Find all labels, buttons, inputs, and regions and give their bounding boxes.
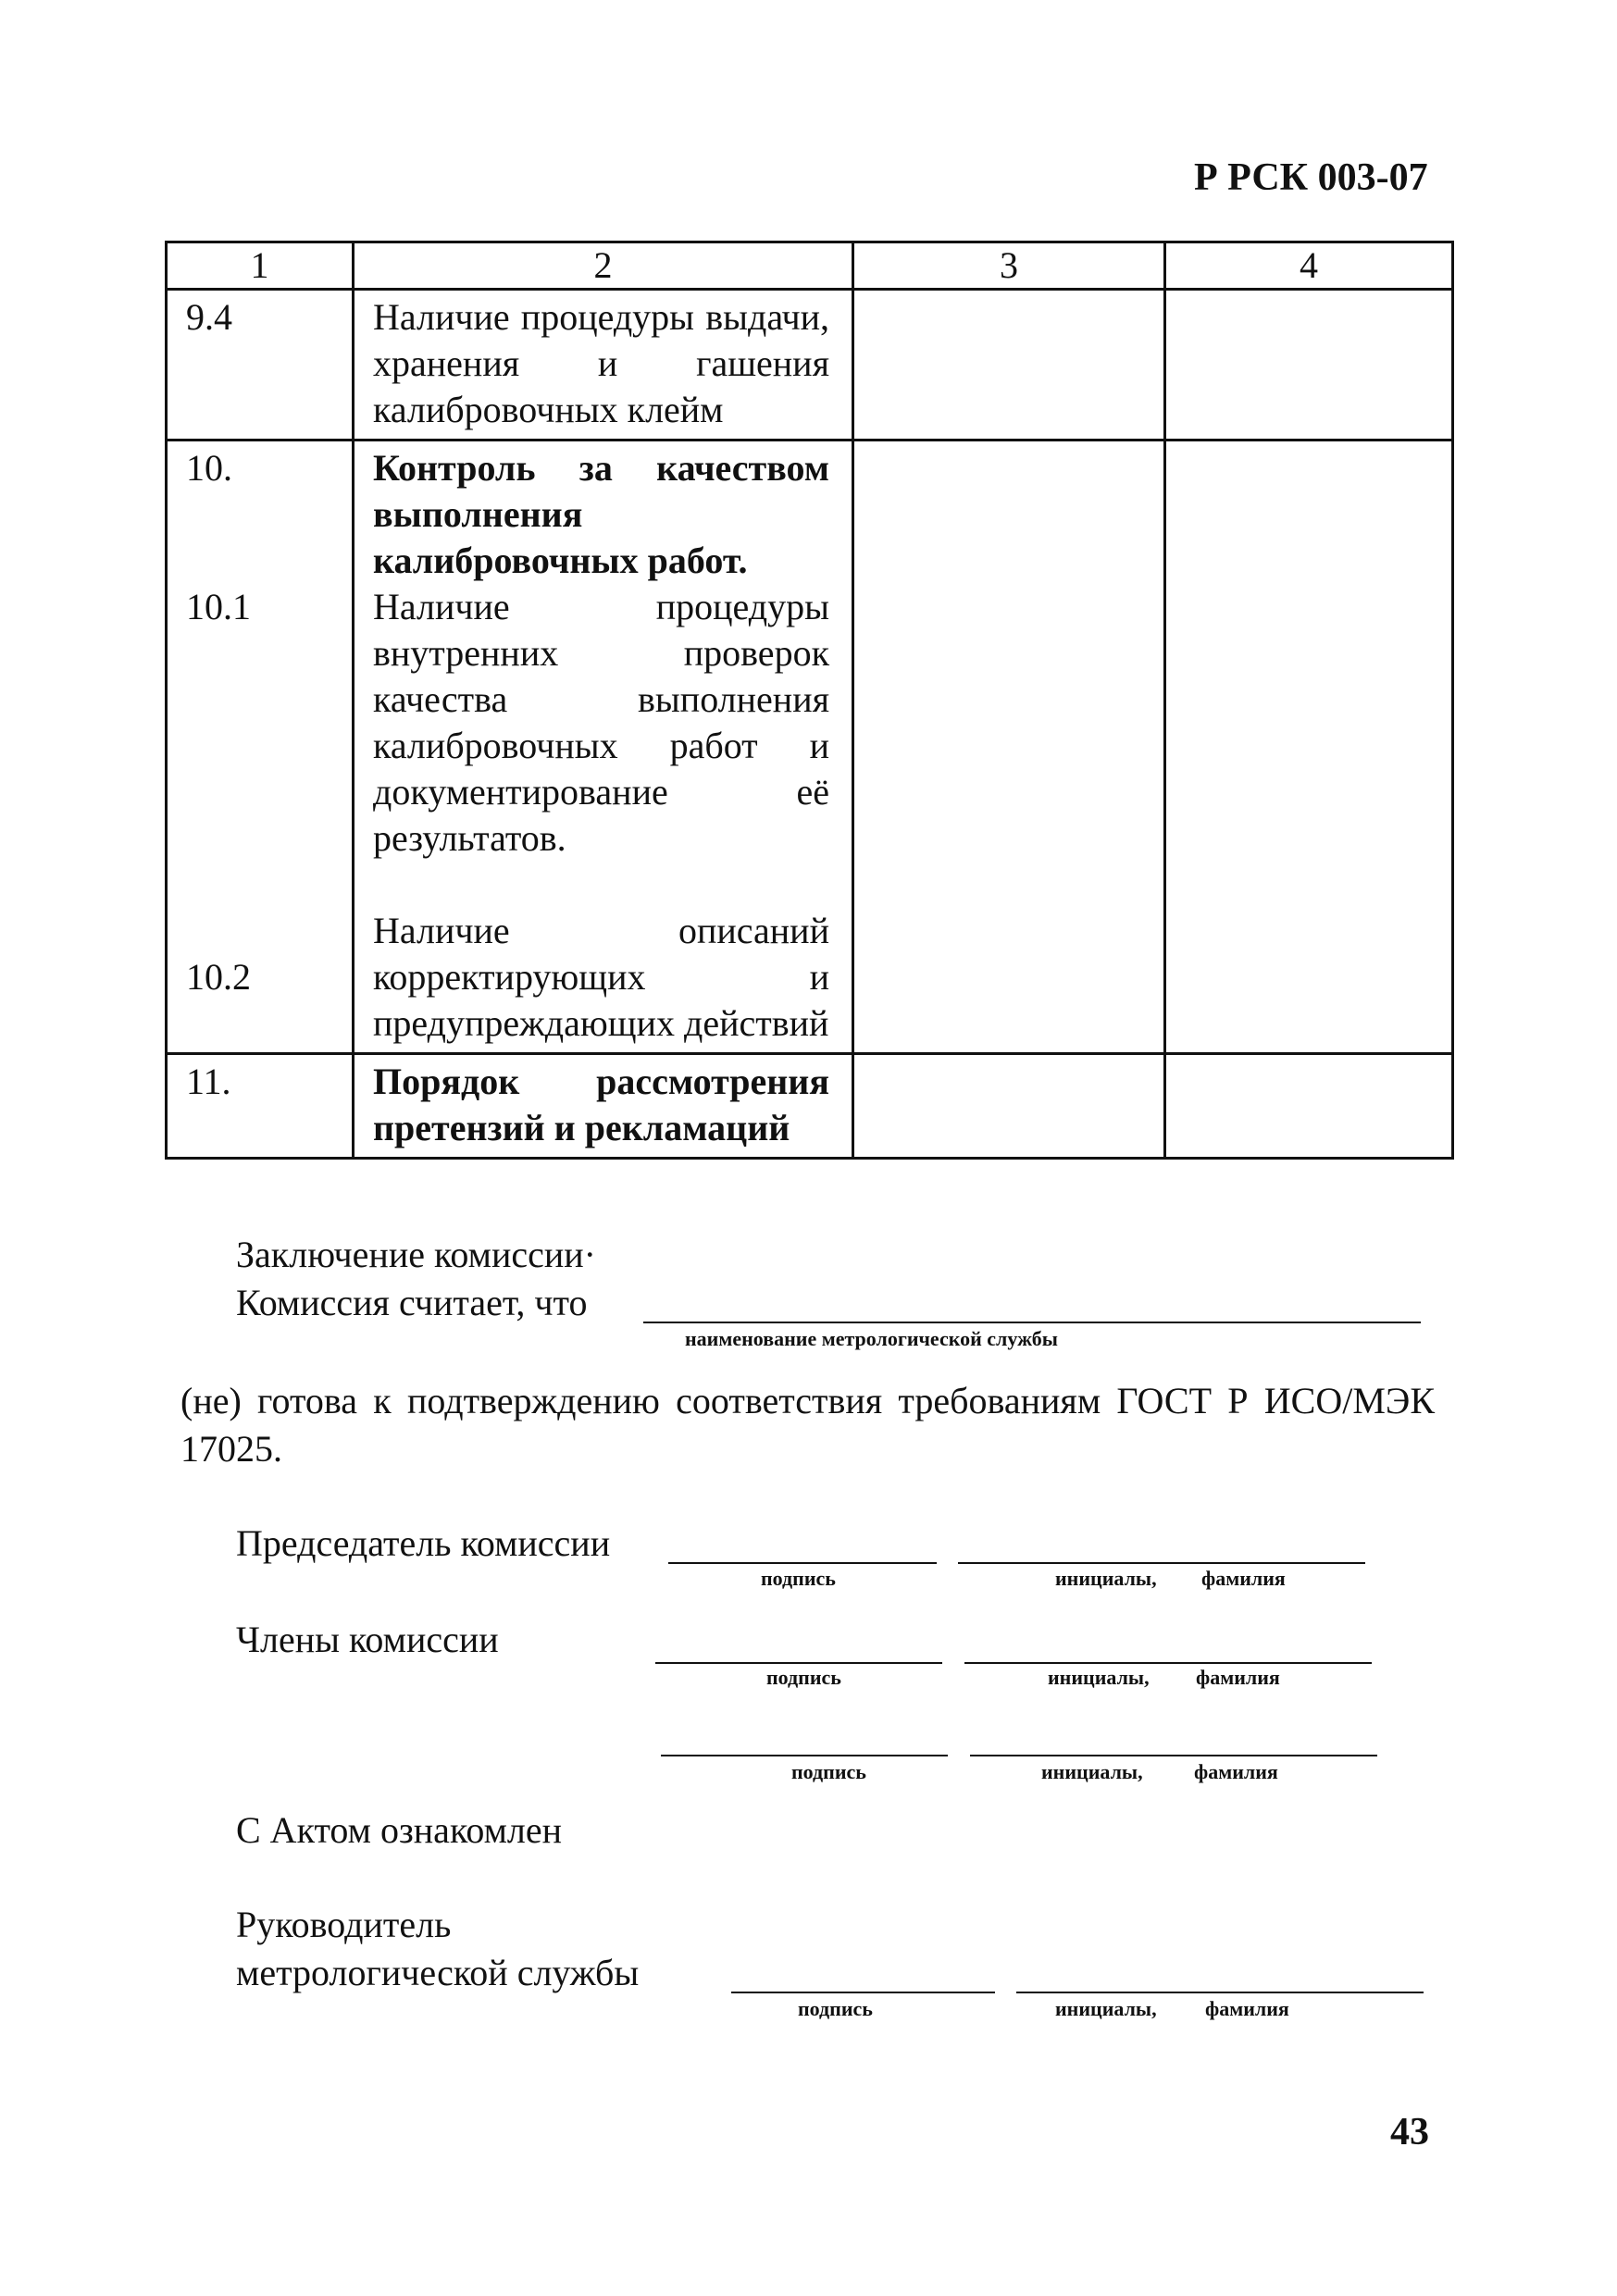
section-title: Порядок рассмотрения претензий и рекламаций bbox=[373, 1061, 829, 1148]
signature-caption: подпись bbox=[766, 1666, 841, 1689]
surname-caption: фамилия bbox=[1194, 1760, 1278, 1783]
section-title: Контроль за качеством выполнения калибровочных работ. bbox=[373, 447, 829, 581]
table-row bbox=[167, 1054, 1453, 1159]
empty-cell bbox=[853, 290, 1165, 441]
initials-caption: инициалы, bbox=[1055, 1997, 1157, 2020]
empty-cell bbox=[1165, 1054, 1453, 1159]
subitem-text: Наличие процедуры внутренних проверок качества выполнения калибровочных работ и документирование её результатов. bbox=[373, 586, 829, 859]
head-name-line bbox=[1016, 1992, 1424, 1993]
row-text: Наличие процедуры выдачи, хранения и гашения калибровочных клейм bbox=[354, 290, 853, 441]
column-header: 1 bbox=[167, 242, 354, 290]
member1-name-line bbox=[964, 1662, 1372, 1664]
surname-caption: фамилия bbox=[1196, 1666, 1280, 1689]
document-number: Р РСК 003-07 bbox=[1194, 156, 1428, 199]
row-number-10: 10. bbox=[186, 447, 232, 489]
head-signature-line bbox=[731, 1992, 995, 1993]
column-header: 2 bbox=[354, 242, 853, 290]
row-number bbox=[167, 441, 354, 1054]
conclusion-line-prefix: Комиссия считает, что bbox=[236, 1282, 588, 1323]
table-row bbox=[167, 290, 1453, 441]
page-number: 43 bbox=[1390, 2111, 1429, 2153]
initials-caption: инициалы, bbox=[1048, 1666, 1150, 1689]
initials-caption: инициалы, bbox=[1055, 1567, 1157, 1590]
row-number: 11. bbox=[167, 1054, 354, 1159]
row-text bbox=[354, 441, 853, 1054]
column-header: 4 bbox=[1165, 242, 1453, 290]
acquainted-label: С Актом ознакомлен bbox=[236, 1809, 563, 1851]
conclusion-heading: Заключение комиссии· bbox=[236, 1234, 596, 1275]
service-name-caption: наименование метрологической службы bbox=[685, 1327, 1058, 1350]
conclusion-statement: (не) готова к подтверждению соответствия требованиям ГОСТ Р ИСО/МЭК 17025. bbox=[180, 1380, 1435, 1470]
empty-cell bbox=[1165, 441, 1453, 1054]
signature-caption: подпись bbox=[761, 1567, 836, 1590]
row-text bbox=[354, 1054, 853, 1159]
chairman-name-line bbox=[958, 1562, 1365, 1564]
service-name-line bbox=[643, 1322, 1421, 1323]
member2-signature-line bbox=[661, 1755, 948, 1756]
subitem-text: Наличие описаний корректирующих и предупреждающих действий bbox=[373, 910, 829, 1044]
row-number-10-2: 10.2 bbox=[186, 956, 251, 998]
row-number-10-1: 10.1 bbox=[186, 586, 251, 627]
head-label-line2: метрологической службы bbox=[236, 1952, 640, 1993]
column-header: 3 bbox=[853, 242, 1165, 290]
table-header-row bbox=[167, 242, 1453, 290]
table-row bbox=[167, 441, 1453, 1054]
empty-cell bbox=[853, 441, 1165, 1054]
row-number: 9.4 bbox=[167, 290, 354, 441]
chairman-label: Председатель комиссии bbox=[236, 1522, 611, 1564]
head-label-line1: Руководитель bbox=[236, 1904, 452, 1945]
surname-caption: фамилия bbox=[1201, 1567, 1286, 1590]
member1-signature-line bbox=[655, 1662, 942, 1664]
chairman-signature-line bbox=[668, 1562, 937, 1564]
empty-cell bbox=[853, 1054, 1165, 1159]
checklist-table bbox=[165, 241, 1454, 1160]
signature-caption: подпись bbox=[791, 1760, 866, 1783]
member2-name-line bbox=[970, 1755, 1377, 1756]
initials-caption: инициалы, bbox=[1041, 1760, 1143, 1783]
empty-cell bbox=[1165, 290, 1453, 441]
signature-caption: подпись bbox=[798, 1997, 873, 2020]
surname-caption: фамилия bbox=[1205, 1997, 1289, 2020]
members-label: Члены комиссии bbox=[236, 1619, 499, 1660]
